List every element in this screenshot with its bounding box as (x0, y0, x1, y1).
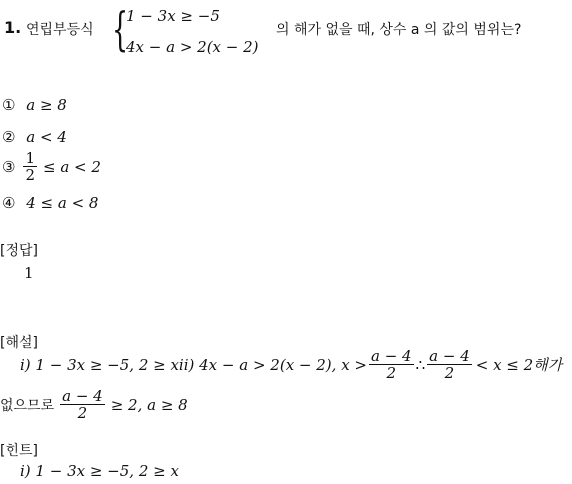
explanation-text: < x ≤ 2해가 (475, 356, 563, 374)
explanation-fraction (427, 348, 472, 381)
fraction-denominator: 2 (444, 364, 455, 382)
question-number: 1. (4, 18, 22, 37)
fraction-denominator: 2 (77, 404, 88, 422)
explanation-text: i) 1 − 3x ≥ −5, 2 ≥ xii) 4x − a > 2(x − 2), x > (20, 355, 367, 374)
choice-1[interactable] (2, 96, 67, 114)
choice-marker: ③ (2, 157, 16, 176)
system-brace: { (112, 2, 129, 56)
fraction-numerator: a − 4 (62, 387, 103, 405)
answer-value: 1 (24, 264, 34, 282)
explanation-line-1 (20, 348, 562, 381)
answer-label: [정답] (0, 243, 38, 259)
therefore-symbol: ∴ (415, 355, 426, 374)
choice-4[interactable] (2, 194, 98, 212)
fraction-numerator: a − 4 (371, 347, 412, 365)
fraction-denominator: 2 (25, 166, 35, 184)
explanation-line-2 (0, 388, 188, 421)
fraction-denominator: 2 (386, 364, 397, 382)
hint-text: i) 1 − 3x ≥ −5, 2 ≥ x (20, 462, 179, 480)
question-suffix: 의 해가 없을 때, 상수 a 의 값의 범위는? (276, 22, 522, 38)
question-prefix: 연립부등식 (26, 22, 94, 38)
choice-marker: ④ (2, 194, 16, 212)
explanation-text: 없으므로 (0, 397, 55, 414)
hint-label: [힌트] (0, 443, 38, 459)
choice-text: ≤ a < 2 (43, 157, 101, 176)
system-line-1: 1 − 3x ≥ −5 (126, 7, 220, 25)
choice-2[interactable] (2, 128, 67, 146)
choice-3[interactable] (2, 150, 101, 183)
explanation-label: [해설] (0, 335, 38, 351)
choice-text: a < 4 (26, 128, 67, 146)
choice-fraction (23, 150, 37, 183)
system-line-2: 4x − a > 2(x − 2) (126, 38, 259, 56)
choice-text: 4 ≤ a < 8 (26, 194, 99, 212)
choice-text: a ≥ 8 (26, 96, 67, 114)
fraction-numerator: a − 4 (429, 347, 470, 365)
fraction-numerator: 1 (25, 149, 35, 167)
explanation-text: ≥ 2, a ≥ 8 (110, 395, 188, 414)
explanation-fraction (369, 348, 414, 381)
choice-marker: ② (2, 128, 16, 146)
explanation-fraction (60, 388, 105, 421)
choice-marker: ① (2, 96, 16, 114)
